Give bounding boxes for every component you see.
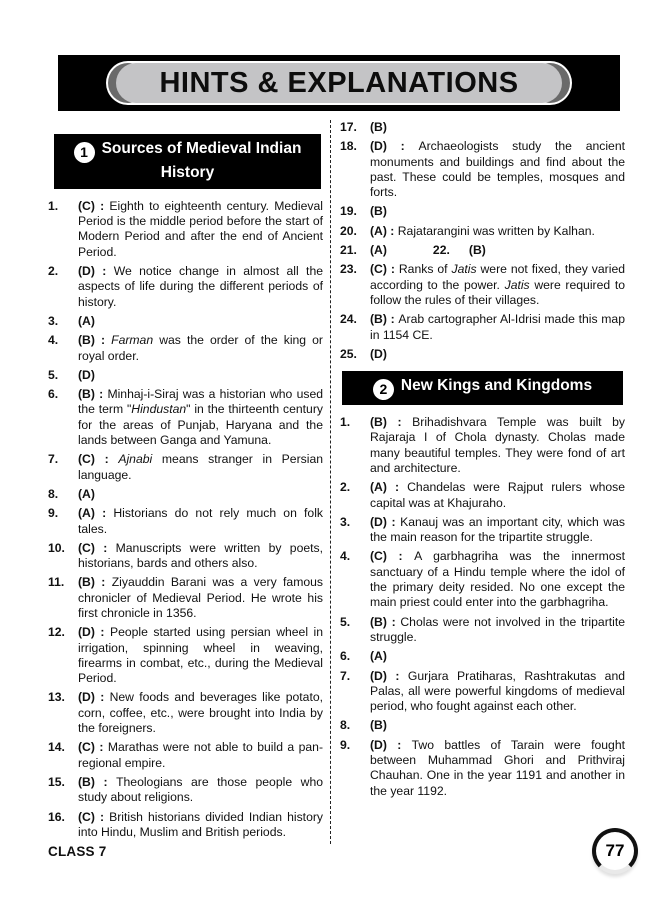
text-segment: Hindustan bbox=[131, 402, 187, 417]
text-segment: Archaeologists study the ancient monuments and buildings and find about the past. These could be temples, mosques and forts. bbox=[370, 139, 625, 200]
answer-letter: (A) : bbox=[370, 480, 408, 495]
item-number: 10. bbox=[48, 540, 65, 555]
item-number: 14. bbox=[48, 740, 65, 755]
text-segment: Ranks of bbox=[398, 262, 452, 277]
item-number: 19. bbox=[340, 204, 357, 219]
answer-letter: (A) bbox=[78, 313, 95, 328]
answer-list-section2 bbox=[340, 415, 625, 799]
item-number: 18. bbox=[340, 139, 357, 154]
answer-item bbox=[340, 615, 625, 646]
item-number: 13. bbox=[48, 690, 65, 705]
answer-item bbox=[340, 415, 625, 476]
answer-letter: (D) : bbox=[78, 264, 114, 279]
answer-letter: (A) bbox=[78, 486, 95, 501]
item-number: 2. bbox=[340, 480, 351, 495]
answer-item bbox=[48, 333, 323, 364]
item-text bbox=[78, 690, 323, 736]
answers-column-right bbox=[331, 120, 625, 844]
answer-item bbox=[48, 625, 323, 686]
answer-letter: (D) bbox=[370, 346, 387, 361]
text-segment: British historians divided Indian history into Hindu, Muslim and British periods. bbox=[78, 809, 324, 839]
item-text bbox=[370, 480, 625, 511]
item-number: 7. bbox=[48, 452, 59, 467]
section-number-badge: 1 bbox=[74, 142, 95, 163]
answer-letter: (D) : bbox=[78, 690, 110, 705]
item-text bbox=[78, 199, 323, 260]
answer-item bbox=[48, 575, 323, 621]
answer-item bbox=[48, 740, 323, 771]
item-number: 6. bbox=[48, 387, 59, 402]
answer-letter: (B) : bbox=[78, 575, 112, 590]
item-text bbox=[78, 314, 323, 329]
item-number: 3. bbox=[48, 313, 59, 328]
text-segment: were required to follow the rules of their villages. bbox=[370, 277, 625, 307]
answer-letter: (D) : bbox=[370, 514, 401, 529]
text-segment: Gurjara Pratiharas, Rashtrakutas and Palas, all were powerful kingdoms of medieval period, who fought against each other. bbox=[370, 668, 625, 714]
text-segment: New foods and beverages like potato, corn, coffee, etc., were brought into India by the foreigners. bbox=[78, 690, 324, 736]
answer-letter: (C) : bbox=[78, 452, 119, 467]
item-text bbox=[78, 333, 323, 364]
item-number: 22. bbox=[432, 243, 450, 258]
item-number: 25. bbox=[340, 346, 357, 361]
answer-item bbox=[340, 120, 625, 135]
answers-column-left bbox=[48, 120, 331, 844]
item-number: 24. bbox=[340, 312, 357, 327]
answer-item bbox=[340, 515, 625, 546]
content-columns bbox=[48, 120, 625, 844]
text-segment: People started using persian wheel in irrigation, spinning wheel in weaving, firearms in combat, etc., during the Medieval Period. bbox=[78, 625, 324, 686]
answer-letter: (C) : bbox=[78, 198, 110, 213]
item-number: 6. bbox=[340, 649, 351, 664]
item-number: 12. bbox=[48, 625, 65, 640]
item-text bbox=[78, 264, 323, 310]
answer-item bbox=[48, 452, 323, 483]
answer-letter: (C) : bbox=[78, 740, 108, 755]
text-segment: was the order of the king or royal order. bbox=[78, 333, 323, 363]
answer-letter: (B) : bbox=[370, 415, 413, 430]
text-segment: A garbhagriha was the innermost sanctuary of a Hindu temple where the idol of the primary deity resided. No one except the main priest could enter into the garbhagriha. bbox=[370, 549, 625, 610]
section-title: New Kings and Kingdoms bbox=[400, 377, 593, 395]
item-text bbox=[370, 224, 625, 239]
item-number: 15. bbox=[48, 774, 65, 789]
answer-item bbox=[340, 243, 625, 258]
text-segment: means stranger in Persian language. bbox=[78, 452, 323, 482]
answer-letter: (C) : bbox=[78, 809, 110, 824]
class-label: CLASS 7 bbox=[48, 843, 107, 859]
item-number: 11. bbox=[48, 575, 65, 590]
answer-letter: (B) : bbox=[78, 774, 117, 789]
text-segment: Theologians are those people who study about religions. bbox=[78, 774, 323, 805]
item-text bbox=[370, 312, 625, 343]
answer-item bbox=[340, 480, 625, 511]
text-segment: Ziyauddin Barani was a very famous chronicler of Medieval Period. He wrote his first chronicle in 1356. bbox=[78, 575, 324, 620]
item-text bbox=[370, 649, 625, 664]
item-number: 23. bbox=[340, 262, 357, 277]
text-segment: Two battles of Tarain were fought between Muhammad Ghori and Prithviraj Chauhan. One in the year 1191 and another in the year 1192. bbox=[370, 737, 625, 798]
answer-letter: (C) : bbox=[370, 262, 399, 277]
item-number: 7. bbox=[340, 668, 351, 683]
answer-item bbox=[48, 690, 323, 736]
item-number: 5. bbox=[48, 367, 59, 382]
answer-letter: (D) : bbox=[370, 668, 408, 683]
answer-letter: (A) : bbox=[78, 506, 114, 521]
section-title: Sources of Medieval Indian History bbox=[101, 140, 302, 181]
item-number: 9. bbox=[340, 737, 351, 752]
item-number: 1. bbox=[340, 415, 351, 430]
answer-item bbox=[48, 264, 323, 310]
answer-letter: (B) : bbox=[370, 312, 399, 327]
page-footer bbox=[48, 828, 638, 874]
item-text bbox=[370, 204, 625, 219]
item-text bbox=[370, 669, 625, 715]
item-text bbox=[370, 615, 625, 646]
answer-letter: (C) : bbox=[78, 540, 116, 555]
text-segment: " in the thirteenth century for the areas of Punjab, Haryana and the lands between Ganga and Yamuna. bbox=[78, 402, 323, 448]
answer-letter: (D) bbox=[78, 367, 95, 382]
item-text bbox=[78, 368, 323, 383]
answer-letter: (C) : bbox=[370, 549, 415, 564]
item-number: 16. bbox=[48, 809, 65, 824]
section-header-1 bbox=[54, 134, 321, 189]
item-number: 3. bbox=[340, 514, 351, 529]
item-number: 1. bbox=[48, 198, 59, 213]
item-text bbox=[78, 387, 323, 448]
item-text bbox=[78, 541, 323, 572]
item-number: 9. bbox=[48, 506, 59, 521]
answer-letter: (B) : bbox=[370, 614, 401, 629]
answer-item bbox=[340, 649, 625, 664]
item-text bbox=[370, 549, 625, 610]
page-banner bbox=[58, 55, 620, 111]
item-number: 8. bbox=[48, 486, 59, 501]
answer-letter: (A) : bbox=[370, 223, 398, 238]
item-text bbox=[370, 718, 625, 733]
text-segment: Brihadishvara Temple was built by Rajaraja I of Chola dynasty. Cholas made many beautiful temples. They were fond of art and architecture. bbox=[370, 415, 625, 475]
item-text bbox=[78, 452, 323, 483]
item-number: 17. bbox=[340, 120, 357, 134]
answer-item bbox=[340, 224, 625, 239]
item-text bbox=[370, 120, 625, 135]
text-segment: Kanauj was an important city, which was the main reason for the tripartite struggle. bbox=[370, 514, 625, 545]
answer-item bbox=[340, 669, 625, 715]
section-header-2 bbox=[342, 371, 623, 405]
answer-letter: (B) bbox=[468, 243, 486, 258]
answer-item bbox=[48, 387, 323, 448]
section-number-badge: 2 bbox=[373, 379, 394, 400]
item-text bbox=[370, 415, 625, 476]
text-segment: Rajatarangini was written by Kalhan. bbox=[397, 223, 595, 238]
text-segment: Marathas were not able to build a pan-regional empire. bbox=[78, 740, 323, 770]
text-segment: Chandelas were Rajput rulers whose capital was at Khajuraho. bbox=[370, 480, 625, 510]
answer-item bbox=[340, 204, 625, 219]
page-number-badge: 77 bbox=[592, 828, 638, 874]
item-text bbox=[78, 775, 323, 806]
answer-list-section1-left bbox=[48, 199, 323, 840]
answer-item bbox=[340, 347, 625, 362]
answer-letter: (B) : bbox=[78, 387, 108, 402]
answer-letter: (B) : bbox=[78, 333, 112, 348]
answer-item bbox=[48, 487, 323, 502]
text-segment: Manuscripts were written by poets, historians, bards and others also. bbox=[78, 540, 323, 571]
answer-item bbox=[48, 199, 323, 260]
answer-item bbox=[340, 718, 625, 733]
text-segment: Historians do not rely much on folk tales. bbox=[78, 506, 323, 536]
item-number: 21. bbox=[340, 243, 357, 258]
item-number: 5. bbox=[340, 614, 351, 629]
text-segment: Jatis bbox=[451, 262, 477, 277]
item-number: 2. bbox=[48, 264, 59, 279]
answer-item bbox=[340, 139, 625, 200]
answer-item bbox=[340, 312, 625, 343]
text-segment: We notice change in almost all the aspects of life during the different periods of history. bbox=[78, 264, 324, 309]
text-segment: Farman bbox=[111, 333, 154, 348]
answer-letter: (A) bbox=[370, 243, 387, 258]
item-text bbox=[78, 625, 323, 686]
answer-item bbox=[48, 314, 323, 329]
page-title: HINTS & EXPLANATIONS bbox=[116, 63, 562, 103]
text-segment: Cholas were not involved in the tripartite struggle. bbox=[370, 614, 626, 644]
text-segment: were not fixed, they varied according to the power. bbox=[370, 262, 625, 292]
answer-letter: (D) : bbox=[370, 139, 419, 154]
answer-item bbox=[48, 368, 323, 383]
item-text bbox=[78, 740, 323, 771]
item-number: 4. bbox=[48, 333, 59, 348]
answer-list-section1-right bbox=[340, 120, 625, 362]
answer-letter: (B) bbox=[370, 120, 387, 134]
item-text bbox=[370, 515, 625, 546]
answer-item bbox=[48, 506, 323, 537]
item-text bbox=[78, 487, 323, 502]
answer-letter: (D) : bbox=[78, 625, 110, 640]
answer-item bbox=[48, 775, 323, 806]
item-text bbox=[78, 506, 323, 537]
text-segment: Arab cartographer Al-Idrisi made this map in 1154 CE. bbox=[370, 312, 625, 342]
item-number: 4. bbox=[340, 549, 351, 564]
text-segment: Jatis bbox=[504, 277, 530, 292]
answer-item bbox=[340, 738, 625, 799]
text-segment: Minhaj-i-Siraj was a historian who used the term " bbox=[78, 387, 323, 417]
item-number: 8. bbox=[340, 718, 351, 733]
text-segment: Eighth to eighteenth century. Medieval Period is the middle period before the start of Modern Period and after the end of Ancient Period. bbox=[78, 198, 323, 259]
answer-item bbox=[340, 549, 625, 610]
answer-item bbox=[48, 541, 323, 572]
answer-item bbox=[340, 262, 625, 308]
item-text bbox=[370, 347, 625, 362]
item-number: 20. bbox=[340, 223, 357, 238]
answer-letter: (B) bbox=[370, 204, 387, 219]
item-text bbox=[370, 139, 625, 200]
text-segment: Ajnabi bbox=[118, 452, 153, 467]
item-text bbox=[370, 262, 625, 308]
answer-letter: (D) : bbox=[370, 737, 412, 752]
item-text bbox=[370, 738, 625, 799]
answer-letter: (A) bbox=[370, 649, 387, 664]
answer-letter: (B) bbox=[370, 718, 387, 733]
item-text bbox=[78, 575, 323, 621]
banner-pill-outline bbox=[106, 61, 572, 105]
